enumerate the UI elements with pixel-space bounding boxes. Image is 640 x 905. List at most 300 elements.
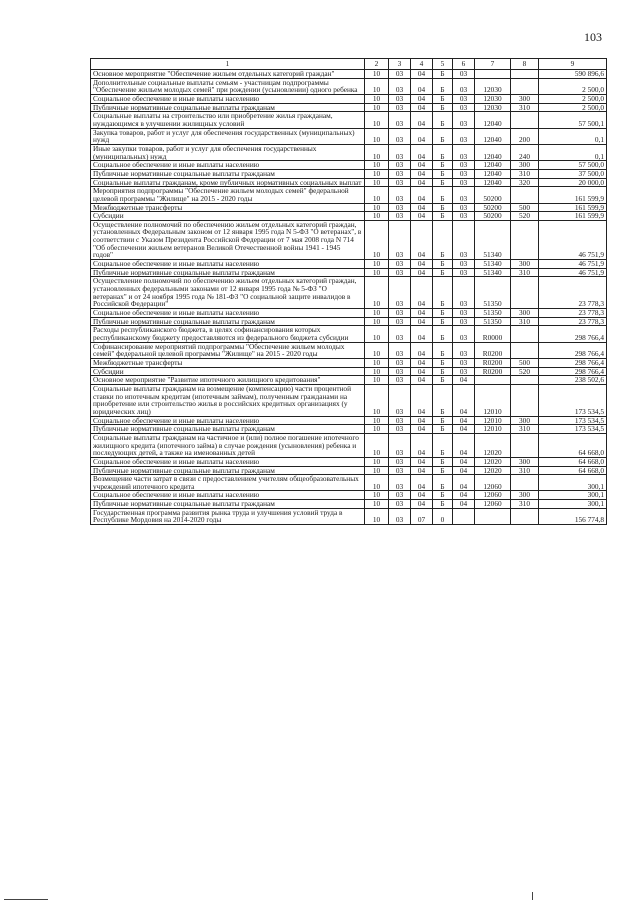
program-code: 04	[411, 103, 433, 112]
amount: 156 774,8	[539, 508, 607, 524]
activity-code	[453, 508, 475, 524]
section-code: 10	[365, 342, 389, 358]
section-code: 10	[365, 94, 389, 103]
table-row	[91, 178, 607, 187]
activity-code: 03	[453, 358, 475, 367]
expense-direction-code: 12030	[475, 78, 511, 94]
activity-code: 04	[453, 416, 475, 425]
table-row	[91, 491, 607, 500]
activity-code: 03	[453, 70, 475, 79]
section-code: 10	[365, 203, 389, 212]
subsection-code: 03	[389, 317, 411, 326]
amount: 46 751,9	[539, 268, 607, 277]
table-row	[91, 94, 607, 103]
row-name: Государственная программа развития рынка труда и улучшения условий труда в Республике Мордовия на 2014-2020 годы	[91, 508, 365, 524]
activity-code: 03	[453, 342, 475, 358]
expense-type-code: 240	[511, 144, 539, 160]
amount: 64 668,0	[539, 433, 607, 457]
expense-type-code: 320	[511, 178, 539, 187]
activity-code: 04	[453, 457, 475, 466]
activity-code: 03	[453, 317, 475, 326]
expense-type-code: 310	[511, 317, 539, 326]
amount: 173 534,5	[539, 384, 607, 416]
subsection-code: 03	[389, 457, 411, 466]
amount: 161 599,9	[539, 203, 607, 212]
subprogram-code: Б	[433, 384, 453, 416]
program-code: 04	[411, 309, 433, 318]
table-row	[91, 433, 607, 457]
program-code: 04	[411, 203, 433, 212]
expense-type-code	[511, 342, 539, 358]
table-row	[91, 277, 607, 309]
amount: 300,1	[539, 491, 607, 500]
subprogram-code: Б	[433, 475, 453, 491]
row-name: Социальное обеспечение и иные выплаты населению	[91, 260, 365, 269]
column-number: 2	[365, 59, 389, 70]
row-name: Закупка товаров, работ и услуг для обеспечения государственных (муниципальных) нужд	[91, 128, 365, 144]
expense-direction-code: 12020	[475, 457, 511, 466]
activity-code: 04	[453, 376, 475, 385]
row-name: Иные закупки товаров, работ и услуг для обеспечения государственных (муниципальных) нужд	[91, 144, 365, 160]
section-code: 10	[365, 367, 389, 376]
subsection-code: 03	[389, 203, 411, 212]
column-number: 5	[433, 59, 453, 70]
program-code: 04	[411, 425, 433, 434]
expense-direction-code: 12060	[475, 475, 511, 491]
expense-direction-code: R0200	[475, 342, 511, 358]
activity-code: 03	[453, 268, 475, 277]
table-row	[91, 457, 607, 466]
section-code: 10	[365, 212, 389, 221]
amount: 298 766,4	[539, 342, 607, 358]
subprogram-code: Б	[433, 220, 453, 259]
expense-type-code: 300	[511, 416, 539, 425]
activity-code: 03	[453, 187, 475, 203]
table-row	[91, 161, 607, 170]
activity-code: 04	[453, 425, 475, 434]
expense-direction-code: 51350	[475, 277, 511, 309]
table-row	[91, 500, 607, 509]
section-code: 10	[365, 326, 389, 342]
program-code: 04	[411, 169, 433, 178]
subsection-code: 03	[389, 260, 411, 269]
expense-type-code	[511, 78, 539, 94]
expense-type-code: 310	[511, 169, 539, 178]
row-name: Субсидии	[91, 212, 365, 221]
expense-direction-code: 51340	[475, 220, 511, 259]
expense-direction-code	[475, 70, 511, 79]
program-code: 04	[411, 317, 433, 326]
column-number: 6	[453, 59, 475, 70]
table-row	[91, 425, 607, 434]
expense-direction-code: 12010	[475, 384, 511, 416]
row-name: Дополнительные социальные выплаты семьям - участницам подпрограммы "Обеспечение жильем молодых семей" при рождении (усыновлении) одного ребенка	[91, 78, 365, 94]
subsection-code: 03	[389, 70, 411, 79]
program-code: 04	[411, 178, 433, 187]
section-code: 10	[365, 178, 389, 187]
table-row	[91, 317, 607, 326]
expense-direction-code: 50200	[475, 203, 511, 212]
subsection-code: 03	[389, 309, 411, 318]
amount: 161 599,9	[539, 212, 607, 221]
table-row	[91, 112, 607, 128]
expense-type-code	[511, 220, 539, 259]
row-name: Межбюджетные трансферты	[91, 203, 365, 212]
subsection-code: 03	[389, 187, 411, 203]
amount: 590 896,6	[539, 70, 607, 79]
subprogram-code: Б	[433, 342, 453, 358]
activity-code: 03	[453, 144, 475, 160]
activity-code: 03	[453, 367, 475, 376]
row-name: Публичные нормативные социальные выплаты гражданам	[91, 169, 365, 178]
row-name: Социальное обеспечение и иные выплаты населению	[91, 491, 365, 500]
program-code: 04	[411, 367, 433, 376]
expense-direction-code: 12040	[475, 161, 511, 170]
section-code: 10	[365, 268, 389, 277]
program-code: 04	[411, 78, 433, 94]
section-code: 10	[365, 103, 389, 112]
section-code: 10	[365, 358, 389, 367]
row-name: Публичные нормативные социальные выплаты гражданам	[91, 425, 365, 434]
expense-type-code: 500	[511, 203, 539, 212]
table-row	[91, 309, 607, 318]
expense-direction-code: 50200	[475, 212, 511, 221]
amount: 0,1	[539, 144, 607, 160]
subprogram-code: Б	[433, 491, 453, 500]
row-name: Публичные нормативные социальные выплаты гражданам	[91, 466, 365, 475]
program-code: 04	[411, 277, 433, 309]
program-code: 04	[411, 358, 433, 367]
section-code: 10	[365, 416, 389, 425]
subsection-code: 03	[389, 277, 411, 309]
expense-type-code: 200	[511, 128, 539, 144]
expense-type-code: 300	[511, 309, 539, 318]
section-code: 10	[365, 508, 389, 524]
amount: 37 500,0	[539, 169, 607, 178]
subprogram-code: Б	[433, 212, 453, 221]
scan-mark	[4, 899, 48, 900]
expense-type-code	[511, 112, 539, 128]
row-name: Осуществление полномочий по обеспечению жильем отдельных категорий граждан, установленных федеральными законами от 12 января 1995 года № 5-ФЗ "О ветеранах" и от 24 ноября 1995 года № 181-ФЗ "О социальной защите инвалидов в Российской Федерации"	[91, 277, 365, 309]
row-name: Публичные нормативные социальные выплаты гражданам	[91, 317, 365, 326]
amount: 300,1	[539, 500, 607, 509]
table-row	[91, 203, 607, 212]
activity-code: 03	[453, 78, 475, 94]
expense-direction-code: 12040	[475, 112, 511, 128]
table-row	[91, 78, 607, 94]
subprogram-code: Б	[433, 376, 453, 385]
amount: 2 500,0	[539, 103, 607, 112]
section-code: 10	[365, 475, 389, 491]
column-number: 8	[511, 59, 539, 70]
section-code: 10	[365, 161, 389, 170]
table-row	[91, 367, 607, 376]
section-code: 10	[365, 220, 389, 259]
expense-direction-code: 51340	[475, 260, 511, 269]
expense-type-code: 300	[511, 457, 539, 466]
row-name: Софинансирование мероприятий подпрограммы "Обеспечение жильем молодых семей" федеральной целевой программы "Жилище" на 2015 - 2020 годы	[91, 342, 365, 358]
program-code: 04	[411, 187, 433, 203]
section-code: 10	[365, 384, 389, 416]
expense-type-code: 310	[511, 466, 539, 475]
amount: 57 500,1	[539, 112, 607, 128]
amount: 64 668,0	[539, 466, 607, 475]
amount: 298 766,4	[539, 367, 607, 376]
section-code: 10	[365, 187, 389, 203]
program-code: 04	[411, 212, 433, 221]
subsection-code: 03	[389, 384, 411, 416]
program-code: 04	[411, 94, 433, 103]
subprogram-code: 0	[433, 508, 453, 524]
activity-code: 03	[453, 203, 475, 212]
subsection-code: 03	[389, 433, 411, 457]
row-name: Межбюджетные трансферты	[91, 358, 365, 367]
expense-direction-code: 51340	[475, 268, 511, 277]
table-row	[91, 260, 607, 269]
row-name: Социальные выплаты на строительство или приобретение жилья гражданам, нуждающимся в улучшении жилищных условий	[91, 112, 365, 128]
subsection-code: 03	[389, 94, 411, 103]
subsection-code: 03	[389, 112, 411, 128]
subprogram-code: Б	[433, 367, 453, 376]
expense-direction-code: 12060	[475, 491, 511, 500]
subprogram-code: Б	[433, 161, 453, 170]
expense-type-code	[511, 508, 539, 524]
activity-code: 03	[453, 103, 475, 112]
section-code: 10	[365, 425, 389, 434]
activity-code: 03	[453, 161, 475, 170]
table-row	[91, 70, 607, 79]
subsection-code: 03	[389, 508, 411, 524]
expense-direction-code: 12020	[475, 433, 511, 457]
subsection-code: 03	[389, 367, 411, 376]
section-code: 10	[365, 466, 389, 475]
activity-code: 03	[453, 326, 475, 342]
expense-direction-code: 12030	[475, 94, 511, 103]
amount: 57 500,0	[539, 161, 607, 170]
activity-code: 04	[453, 500, 475, 509]
table-row	[91, 187, 607, 203]
amount: 23 778,3	[539, 317, 607, 326]
program-code: 04	[411, 384, 433, 416]
program-code: 04	[411, 491, 433, 500]
table-row	[91, 466, 607, 475]
table-row	[91, 358, 607, 367]
activity-code: 03	[453, 309, 475, 318]
subsection-code: 03	[389, 268, 411, 277]
activity-code: 03	[453, 212, 475, 221]
expense-type-code: 520	[511, 212, 539, 221]
subsection-code: 03	[389, 475, 411, 491]
subsection-code: 03	[389, 416, 411, 425]
program-code: 04	[411, 326, 433, 342]
subsection-code: 03	[389, 178, 411, 187]
column-number-row	[91, 59, 607, 70]
subsection-code: 03	[389, 212, 411, 221]
amount: 2 500,0	[539, 94, 607, 103]
program-code: 04	[411, 416, 433, 425]
section-code: 10	[365, 309, 389, 318]
subprogram-code: Б	[433, 500, 453, 509]
row-name: Социальные выплаты гражданам, кроме публичных нормативных социальных выплат	[91, 178, 365, 187]
expense-type-code: 300	[511, 94, 539, 103]
subprogram-code: Б	[433, 203, 453, 212]
program-code: 04	[411, 268, 433, 277]
subprogram-code: Б	[433, 187, 453, 203]
subprogram-code: Б	[433, 433, 453, 457]
expense-type-code	[511, 187, 539, 203]
subsection-code: 03	[389, 358, 411, 367]
subsection-code: 03	[389, 376, 411, 385]
expense-direction-code: 50200	[475, 187, 511, 203]
subsection-code: 03	[389, 466, 411, 475]
expense-direction-code	[475, 508, 511, 524]
activity-code: 04	[453, 491, 475, 500]
program-code: 04	[411, 457, 433, 466]
program-code: 04	[411, 376, 433, 385]
table-row	[91, 128, 607, 144]
amount: 2 500,0	[539, 78, 607, 94]
section-code: 10	[365, 78, 389, 94]
expense-type-code: 520	[511, 367, 539, 376]
section-code: 10	[365, 500, 389, 509]
amount: 20 000,0	[539, 178, 607, 187]
expense-direction-code: 12010	[475, 416, 511, 425]
column-number: 7	[475, 59, 511, 70]
page-number: 103	[584, 30, 602, 44]
expense-direction-code: 12010	[475, 425, 511, 434]
row-name: Расходы республиканского бюджета, в целях софинансирования которых республиканскому бюджету предоставляются из федерального бюджета субсидии	[91, 326, 365, 342]
section-code: 10	[365, 491, 389, 500]
row-name: Основное мероприятие "Обеспечение жильем отдельных категорий граждан"	[91, 70, 365, 79]
subsection-code: 03	[389, 342, 411, 358]
subsection-code: 03	[389, 491, 411, 500]
expense-type-code	[511, 326, 539, 342]
program-code: 04	[411, 220, 433, 259]
subprogram-code: Б	[433, 144, 453, 160]
activity-code: 04	[453, 475, 475, 491]
subsection-code: 03	[389, 169, 411, 178]
expense-type-code	[511, 376, 539, 385]
program-code: 04	[411, 70, 433, 79]
table-row	[91, 326, 607, 342]
activity-code: 03	[453, 178, 475, 187]
program-code: 04	[411, 144, 433, 160]
row-name: Социальное обеспечение и иные выплаты населению	[91, 416, 365, 425]
expense-type-code: 500	[511, 358, 539, 367]
expense-type-code: 310	[511, 103, 539, 112]
expense-direction-code: 12040	[475, 128, 511, 144]
section-code: 10	[365, 317, 389, 326]
section-code: 10	[365, 112, 389, 128]
row-name: Социальное обеспечение и иные выплаты населению	[91, 457, 365, 466]
table-row	[91, 144, 607, 160]
section-code: 10	[365, 128, 389, 144]
table-row	[91, 220, 607, 259]
expense-type-code: 310	[511, 425, 539, 434]
activity-code: 04	[453, 466, 475, 475]
subprogram-code: Б	[433, 309, 453, 318]
row-name: Социальные выплаты гражданам на возмещение (компенсацию) части процентной ставки по ипотечным кредитам (ипотечным займам), полученным гражданами на приобретение или строительство жилья в российских кредитных организациях (у юридических лиц)	[91, 384, 365, 416]
row-name: Социальное обеспечение и иные выплаты населению	[91, 309, 365, 318]
expense-type-code	[511, 475, 539, 491]
table-row	[91, 169, 607, 178]
subsection-code: 03	[389, 144, 411, 160]
activity-code: 04	[453, 433, 475, 457]
expense-direction-code: R0200	[475, 367, 511, 376]
expense-direction-code: 12040	[475, 144, 511, 160]
expense-type-code	[511, 384, 539, 416]
subprogram-code: Б	[433, 425, 453, 434]
amount: 298 766,4	[539, 358, 607, 367]
column-number: 9	[539, 59, 607, 70]
row-name: Социальное обеспечение и иные выплаты населению	[91, 161, 365, 170]
expense-direction-code: 12040	[475, 169, 511, 178]
expense-direction-code: 12060	[475, 500, 511, 509]
section-code: 10	[365, 144, 389, 160]
expense-direction-code: R0000	[475, 326, 511, 342]
subprogram-code: Б	[433, 268, 453, 277]
table-row	[91, 384, 607, 416]
expense-type-code	[511, 433, 539, 457]
column-number: 3	[389, 59, 411, 70]
row-name: Мероприятия подпрограммы "Обеспечение жильем молодых семей" федеральной целевой программы "Жилище" на 2015 - 2020 годы	[91, 187, 365, 203]
table-row	[91, 268, 607, 277]
expense-direction-code	[475, 376, 511, 385]
program-code: 04	[411, 260, 433, 269]
column-number: 4	[411, 59, 433, 70]
subprogram-code: Б	[433, 457, 453, 466]
activity-code: 03	[453, 260, 475, 269]
table-row	[91, 475, 607, 491]
subprogram-code: Б	[433, 70, 453, 79]
subprogram-code: Б	[433, 128, 453, 144]
amount: 0,1	[539, 128, 607, 144]
subsection-code: 03	[389, 500, 411, 509]
subsection-code: 03	[389, 425, 411, 434]
subprogram-code: Б	[433, 94, 453, 103]
program-code: 04	[411, 112, 433, 128]
expense-direction-code: 51350	[475, 309, 511, 318]
subprogram-code: Б	[433, 416, 453, 425]
subsection-code: 03	[389, 78, 411, 94]
subprogram-code: Б	[433, 103, 453, 112]
subprogram-code: Б	[433, 358, 453, 367]
amount: 173 534,5	[539, 416, 607, 425]
row-name: Субсидии	[91, 367, 365, 376]
subsection-code: 03	[389, 128, 411, 144]
section-code: 10	[365, 169, 389, 178]
program-code: 04	[411, 475, 433, 491]
amount: 300,1	[539, 475, 607, 491]
amount: 64 668,0	[539, 457, 607, 466]
expense-direction-code: R0200	[475, 358, 511, 367]
expense-direction-code: 51350	[475, 317, 511, 326]
program-code: 04	[411, 433, 433, 457]
subprogram-code: Б	[433, 277, 453, 309]
amount: 173 534,5	[539, 425, 607, 434]
column-number: 1	[91, 59, 365, 70]
activity-code: 03	[453, 94, 475, 103]
row-name: Осуществление полномочий по обеспечению жильем отдельных категорий граждан, установленных Федеральным законом от 12 января 1995 года N 5-ФЗ "О ветеранах", в соответствии с Указом Президента Российской Федерации от 7 мая 2008 года N 714 "Об обеспечении жильем ветеранов Великой Отечественной войны 1941 - 1945 годов"	[91, 220, 365, 259]
expense-type-code	[511, 277, 539, 309]
table-row	[91, 376, 607, 385]
subprogram-code: Б	[433, 260, 453, 269]
table-row	[91, 508, 607, 524]
activity-code: 03	[453, 220, 475, 259]
activity-code: 03	[453, 169, 475, 178]
table-row	[91, 103, 607, 112]
table-row	[91, 416, 607, 425]
